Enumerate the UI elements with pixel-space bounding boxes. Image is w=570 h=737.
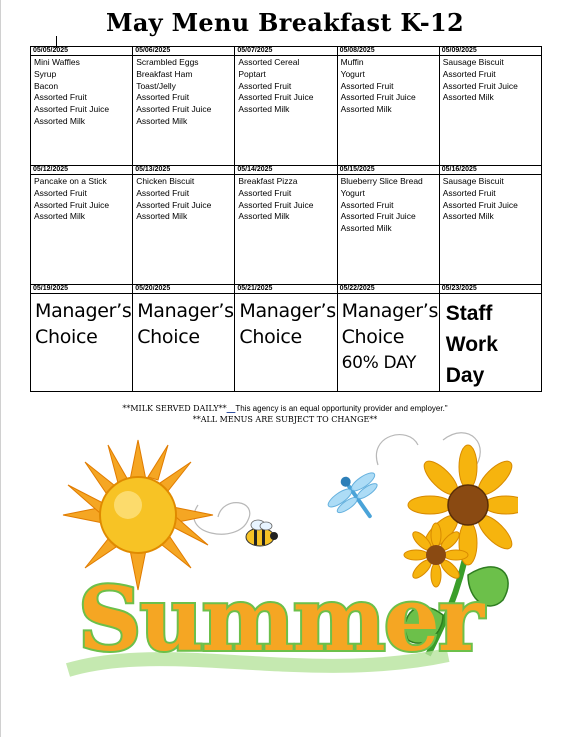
day-items [440, 56, 541, 105]
choice-line: Choice [137, 326, 200, 348]
menu-item: Assorted Fruit [238, 187, 292, 198]
menu-item: Poptart [238, 68, 266, 79]
day-items [440, 175, 541, 224]
menu-item: Sausage Biscuit [442, 176, 504, 186]
menu-item: Assorted Fruit Juice [34, 104, 110, 115]
managers-choice [338, 294, 439, 376]
day-date: 05/07/2025 [235, 47, 336, 56]
page-edge [0, 0, 1, 737]
menu-item: Assorted Milk [136, 115, 188, 126]
day-cell [337, 285, 439, 392]
menu-item: Syrup [34, 68, 57, 79]
day-date: 05/19/2025 [31, 285, 132, 294]
menu-item: Assorted Fruit Juice [442, 199, 518, 210]
menu-calendar [30, 46, 542, 392]
menu-item: Assorted Milk [442, 92, 494, 103]
day-items [338, 56, 439, 117]
menu-item: Assorted Fruit [442, 68, 496, 79]
menu-item: Assorted Milk [442, 211, 494, 222]
day-date: 05/09/2025 [440, 47, 541, 56]
day-items [235, 56, 336, 117]
day-cell [31, 285, 133, 392]
managers-choice [235, 294, 336, 350]
menu-item: Breakfast Pizza [238, 176, 298, 186]
day-cell [337, 166, 439, 285]
menu-item: Assorted Milk [34, 115, 86, 126]
day-cell [439, 47, 541, 166]
day-date: 05/06/2025 [133, 47, 234, 56]
swirl-decoration [376, 435, 418, 465]
menu-item: Assorted Fruit Juice [136, 104, 212, 115]
day-date: 05/20/2025 [133, 285, 234, 294]
day-items [133, 175, 234, 224]
menu-item: Assorted Fruit Juice [136, 199, 212, 210]
equal-opportunity-notice: This agency is an equal opportunity provider and employer." [235, 404, 448, 413]
day-date: 05/05/2025 [31, 47, 132, 56]
staff-work-day [440, 294, 541, 391]
menu-item: Assorted Fruit Juice [340, 92, 416, 103]
milk-notice: **MILK SERVED DAILY** [122, 404, 227, 413]
menu-item: Scrambled Eggs [136, 57, 199, 67]
page-title: May Menu Breakfast K-12 [105, 8, 465, 37]
change-notice: **ALL MENUS ARE SUBJECT TO CHANGE** [192, 415, 378, 424]
menu-item: Assorted Fruit Juice [34, 199, 110, 210]
day-items [133, 56, 234, 129]
day-date: 05/12/2025 [31, 166, 132, 175]
day-items [235, 175, 336, 224]
menu-item: Assorted Fruit [442, 187, 496, 198]
day-cell [235, 285, 337, 392]
staff-line: Work [445, 333, 498, 356]
menu-item: Toast/Jelly [136, 80, 176, 91]
day-cell [337, 47, 439, 166]
menu-item: Assorted Fruit [340, 199, 394, 210]
day-date: 05/23/2025 [440, 285, 541, 294]
menu-item: Blueberry Slice Bread [340, 176, 423, 186]
day-cell [31, 47, 133, 166]
summer-word: Summer [78, 567, 483, 671]
day-date: 05/13/2025 [133, 166, 234, 175]
menu-item: Assorted Fruit Juice [238, 199, 314, 210]
percent-day-label: 60% DAY [341, 353, 417, 373]
staff-line: Staff [445, 302, 493, 325]
menu-item: Breakfast Ham [136, 68, 193, 79]
menu-item: Yogurt [340, 68, 365, 79]
day-date: 05/15/2025 [338, 166, 439, 175]
menu-item: Assorted Fruit Juice [340, 211, 416, 222]
menu-item: Bacon [34, 80, 59, 91]
menu-item: Assorted Fruit Juice [238, 92, 314, 103]
day-cell [31, 166, 133, 285]
menu-item: Chicken Biscuit [136, 176, 195, 186]
menu-item: Assorted Milk [238, 211, 290, 222]
choice-line: Manager’s [137, 300, 234, 322]
choice-line: Choice [35, 326, 98, 348]
menu-item: Assorted Milk [238, 104, 290, 115]
day-cell [235, 166, 337, 285]
menu-item: Assorted Fruit [136, 92, 190, 103]
menu-item: Assorted Fruit [34, 187, 87, 198]
day-cell [439, 285, 541, 392]
menu-item: Assorted Fruit [136, 187, 190, 198]
week-row [31, 166, 542, 285]
menu-item: Muffin [340, 57, 364, 67]
menu-item: Mini Waffles [34, 57, 80, 67]
day-cell [133, 47, 235, 166]
day-cell [439, 166, 541, 285]
day-date: 05/14/2025 [235, 166, 336, 175]
summer-clipart [48, 425, 518, 715]
week-row [31, 47, 542, 166]
menu-item: Pancake on a Stick [34, 176, 107, 186]
footer-notice [0, 404, 570, 413]
day-cell [235, 47, 337, 166]
day-items [31, 175, 132, 224]
day-date: 05/21/2025 [235, 285, 336, 294]
menu-item: Assorted Fruit Juice [442, 80, 518, 91]
day-cell [133, 285, 235, 392]
choice-line: Manager’s [341, 300, 439, 322]
day-date: 05/22/2025 [338, 285, 439, 294]
swirl-decoration [194, 503, 250, 535]
managers-choice [133, 294, 234, 350]
choice-line: Manager’s [239, 300, 336, 322]
menu-item: Yogurt [340, 187, 365, 198]
day-date: 05/16/2025 [440, 166, 541, 175]
dragonfly-icon [320, 462, 394, 534]
menu-item: Assorted Cereal [238, 57, 300, 67]
bee-icon [246, 520, 278, 546]
menu-item: Assorted Milk [340, 104, 392, 115]
menu-item: Assorted Fruit [238, 80, 292, 91]
menu-item: Assorted Milk [340, 223, 392, 234]
menu-item: Assorted Milk [136, 211, 188, 222]
day-items [31, 56, 132, 129]
choice-line: Manager’s [35, 300, 132, 322]
week-row [31, 285, 542, 392]
day-date: 05/08/2025 [338, 47, 439, 56]
menu-item: Assorted Fruit [340, 80, 394, 91]
menu-item: Sausage Biscuit [442, 57, 504, 67]
day-cell [133, 166, 235, 285]
choice-line: Choice [341, 326, 405, 348]
menu-item: Assorted Fruit [34, 92, 87, 103]
menu-item: Assorted Milk [34, 211, 86, 222]
choice-line: Choice [239, 326, 302, 348]
managers-choice [31, 294, 132, 350]
day-items [338, 175, 439, 236]
staff-line: Day [445, 364, 485, 387]
